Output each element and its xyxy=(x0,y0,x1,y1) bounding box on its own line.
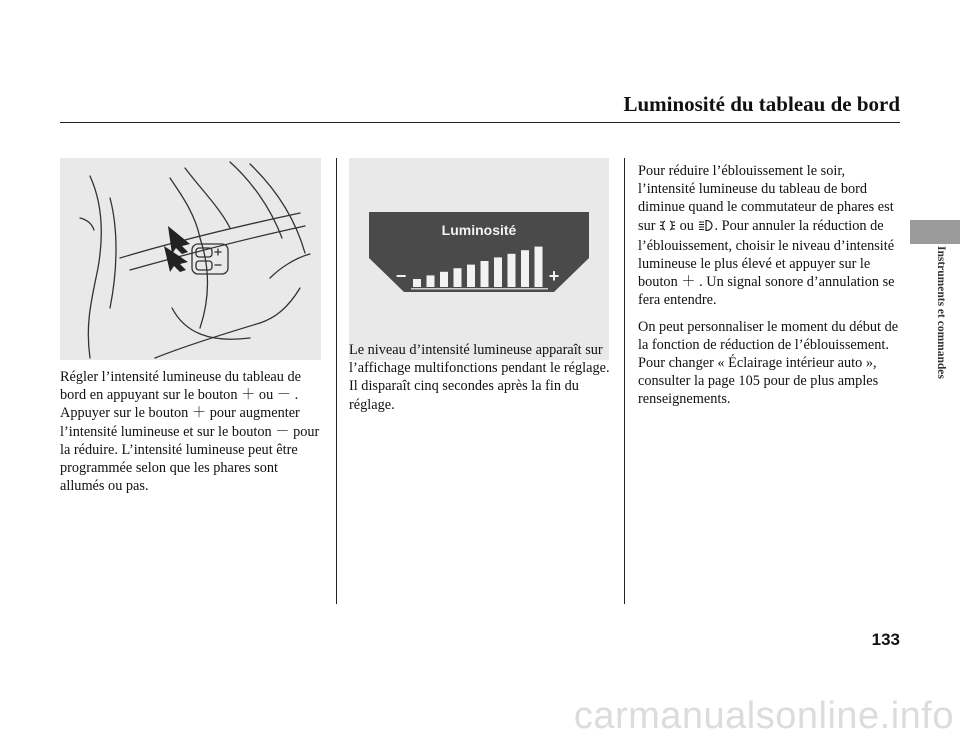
level-bar xyxy=(440,272,448,287)
level-bar xyxy=(521,250,529,287)
level-bar xyxy=(508,254,516,287)
column-2-text xyxy=(349,341,611,422)
dashboard-buttons-illustration xyxy=(60,158,321,360)
level-bar xyxy=(467,265,475,287)
header-divider xyxy=(60,122,900,123)
parking-lights-icon xyxy=(659,219,676,237)
column-3-text xyxy=(638,162,904,417)
plus-symbol: + xyxy=(548,266,560,286)
paragraph-1-start: Pour réduire l’éblouissement le soir, l’intensité lumineuse du tableau de bord diminue quand le commutateur de phares est sur xyxy=(638,163,894,234)
watermark-text: carmanualsonline.info xyxy=(573,695,954,737)
page-number: 133 xyxy=(871,630,900,649)
column-divider-left xyxy=(336,158,337,604)
level-baseline xyxy=(411,288,548,290)
section-label xyxy=(923,246,947,396)
section-label-text: Instruments et commandes xyxy=(935,246,947,379)
level-bar xyxy=(481,261,489,287)
display-title: Luminosité xyxy=(441,222,517,238)
column-1-paragraph: Régler l’intensité lumineuse du tableau de bord en appuyant sur le bouton ＋ ou － . Appuyer sur le bouton ＋ pour augmenter l’intensité lumineuse et sur le bouton － pour la réduire. L’intensité lumineuse peut être programmée selon que les phares sont allumés ou pas. xyxy=(60,369,320,495)
column-1-text xyxy=(60,368,322,503)
column-3-paragraph-2: On peut personnaliser le moment du début de la fonction de réduction de l’éblouissement. Pour changer « Éclairage intérieur auto », consulter la page 105 pour de plus amples renseignements. xyxy=(638,318,899,408)
level-bar xyxy=(535,247,543,287)
column-divider-right xyxy=(624,158,625,604)
section-tab xyxy=(910,220,960,244)
column-2-paragraph: Le niveau d’intensité lumineuse apparaît sur l’affichage multifonctions pendant le réglage. Il disparaît cinq secondes après la fin du réglage. xyxy=(349,342,610,413)
brightness-display-figure xyxy=(349,158,609,360)
paragraph-1-ou: ou xyxy=(679,217,694,234)
page-title: Luminosité du tableau de bord xyxy=(623,92,900,116)
minus-symbol: − xyxy=(395,266,407,286)
multi-info-display xyxy=(349,158,609,360)
level-bar xyxy=(413,279,421,287)
paragraph-1-end: . Pour annuler la réduction de l’éblouissement, choisir le niveau d’intensité lumineuse le plus élevé et appuyer sur le bouton ＋ . Un signal sonore d’annulation se fera entendre. xyxy=(638,217,895,309)
headlights-icon xyxy=(698,219,715,237)
column-3-paragraph-1 xyxy=(638,162,904,310)
level-bar xyxy=(427,275,435,287)
level-bar xyxy=(494,257,502,287)
level-bar xyxy=(454,268,462,287)
